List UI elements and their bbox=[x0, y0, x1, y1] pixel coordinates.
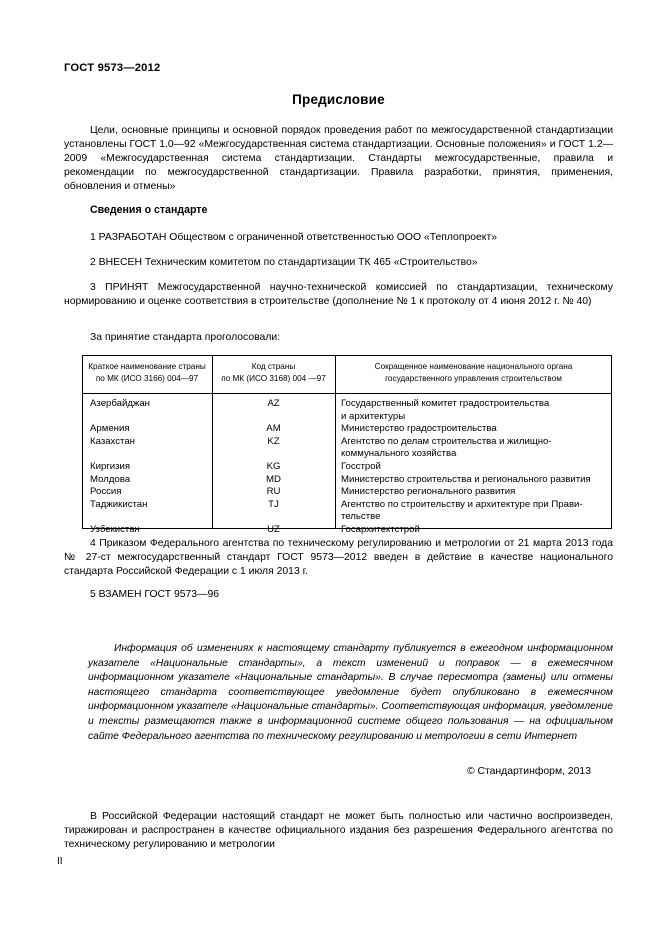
table-cell-country: Узбекистан bbox=[90, 523, 140, 535]
table-cell-organization: Министерство регионального развития bbox=[341, 486, 516, 498]
table-cell-organization: Агентство по строительству и архитектуре при Прави- bbox=[341, 498, 583, 510]
item-2-block bbox=[64, 256, 613, 270]
section-heading: Сведения о стандарте bbox=[90, 204, 208, 216]
table-cell-country: Азербайджан bbox=[90, 398, 150, 409]
footer-block bbox=[64, 810, 613, 852]
table-cell-country bbox=[90, 411, 208, 424]
amendment-note-block bbox=[88, 642, 613, 744]
table-cell-code: TJ bbox=[268, 498, 279, 510]
table-cell-organization: и архитектуры bbox=[341, 410, 406, 422]
item-5: 5 ВЗАМЕН ГОСТ 9573—96 bbox=[90, 589, 220, 600]
footer-paragraph: В Российской Федерации настоящий стандарт не может быть полностью или частично воспроизведен, тиражирован и распространен в качестве официального издания без разрешения Федерального агентства по техническому регулированию и метрологии bbox=[64, 811, 613, 851]
table-column-organization bbox=[341, 398, 611, 537]
vote-lead-block bbox=[64, 331, 613, 345]
table-cell-code: UZ bbox=[267, 523, 280, 535]
table-cell-country bbox=[90, 448, 208, 461]
table-cell-country: Армения bbox=[90, 423, 130, 435]
document-header-code: ГОСТ 9573—2012 bbox=[64, 62, 161, 74]
item-3-block bbox=[64, 281, 613, 309]
table-cell-code bbox=[214, 411, 333, 424]
table-cell-organization: Государственный комитет градостроительства bbox=[341, 398, 550, 409]
intro-paragraph: Цели, основные принципы и основной порядок проведения работ по межгосударственной стандартизации установлены ГОСТ 1.0—92 «Межгосударственная система стандартизации. Основные положения» и ГОСТ 1.2—2009 «Межгосударственная система стандартизации. Стандарты межгосударственные, правила и рекомендации по межгосударственной стандартизации. Правила разработки, принятия, применения, обновления и отмены» bbox=[64, 125, 613, 193]
section-heading-block bbox=[64, 204, 613, 216]
table-header-code bbox=[214, 361, 333, 384]
table-header-country bbox=[86, 361, 208, 384]
table-header-code-line1: Код страны bbox=[251, 362, 296, 371]
table-cell-organization: коммунального хозяйства bbox=[341, 448, 457, 460]
item-1-block bbox=[64, 231, 613, 245]
table-column-country bbox=[90, 398, 208, 537]
table-cell-country: Россия bbox=[90, 486, 122, 498]
table-header-organization-line2: государственного управления строительством bbox=[385, 373, 562, 383]
table-cell-country: Казахстан bbox=[90, 435, 135, 447]
table-cell-code: KG bbox=[266, 460, 281, 472]
item-5-block bbox=[64, 588, 613, 602]
vote-table-divider-1 bbox=[212, 355, 213, 529]
copyright-block bbox=[64, 766, 613, 777]
table-cell-code bbox=[214, 511, 333, 524]
table-cell-organization: Агентство по делам строительства и жилищно- bbox=[341, 435, 552, 447]
table-cell-organization: Министерство строительства и регионального развития bbox=[341, 473, 591, 485]
table-cell-code: RU bbox=[266, 486, 281, 498]
table-cell-country: Молдова bbox=[90, 473, 131, 485]
table-cell-code: KZ bbox=[267, 435, 280, 447]
table-cell-code: MD bbox=[266, 473, 281, 485]
page-number: II bbox=[57, 856, 63, 867]
table-cell-code bbox=[214, 448, 333, 461]
table-header-code-line2: по МК (ИСО 3168) 004 —97 bbox=[221, 373, 326, 383]
table-cell-country: Киргизия bbox=[90, 460, 131, 472]
table-header-organization-line1: Сокращенное наименование национального органа bbox=[374, 362, 573, 371]
item-4: 4 Приказом Федерального агентства по техническому регулированию и метрологии от 21 марта 2013 года № 27-ст межгосударственный стандарт ГОСТ 9573—2012 введен в действие в качестве национального стандарта Российской Федерации с 1 июля 2013 г. bbox=[64, 538, 613, 578]
table-cell-organization: Госархитектстрой bbox=[341, 523, 420, 535]
table-cell-organization: Госстрой bbox=[341, 460, 381, 472]
item-1: 1 РАЗРАБОТАН Обществом с ограниченной ответственностью ООО «Теплопроект» bbox=[90, 232, 497, 243]
table-cell-country bbox=[90, 511, 208, 524]
item-3: 3 ПРИНЯТ Межгосударственной научно-технической комиссией по стандартизации, техническому нормированию и оценке соответствия в строительстве (дополнение № 1 к протоколу от 4 июня 2012 г. № 40) bbox=[64, 282, 613, 308]
intro-paragraph-block bbox=[64, 124, 613, 194]
table-cell-country: Таджикистан bbox=[90, 498, 148, 510]
table-header-country-line2: по МК (ИСО 3166) 004—97 bbox=[95, 373, 199, 383]
page-title: Предисловие bbox=[292, 92, 385, 107]
item-4-block bbox=[64, 537, 613, 579]
table-header-country-line1: Краткое наименование страны bbox=[88, 362, 206, 371]
vote-table-divider-2 bbox=[335, 355, 336, 529]
amendment-note: Информация об изменениях к настоящему стандарту публикуется в ежегодном информационном указателе «Национальные стандарты», а текст изменений и поправок — в ежемесячном информационном указателе «Национальные стандарты». В случае пересмотра (замены) или отмены настоящего стандарта соответствующее уведомление будет опубликовано в ежемесячном информационном указателе «Национальные стандарты». Соответствующая информация, уведомление и тексты размещаются также в информационной системе общего пользования — на официальном сайте Федерального агентства по техническому регулированию и метрологии в сети Интернет bbox=[88, 643, 613, 742]
item-2: 2 ВНЕСЕН Техническим комитетом по стандартизации ТК 465 «Строительство» bbox=[90, 257, 478, 268]
table-cell-code: AM bbox=[266, 423, 281, 435]
copyright-line: © Стандартинформ, 2013 bbox=[466, 766, 591, 777]
table-column-code bbox=[214, 398, 333, 537]
table-header-organization bbox=[337, 361, 610, 384]
table-cell-organization: Министерство градостроительства bbox=[341, 423, 497, 435]
vote-table-header-rule bbox=[82, 393, 612, 394]
vote-lead-text: За принятие стандарта проголосовали: bbox=[90, 332, 281, 343]
table-cell-code: AZ bbox=[267, 398, 280, 409]
table-cell-organization: тельстве bbox=[341, 511, 381, 523]
